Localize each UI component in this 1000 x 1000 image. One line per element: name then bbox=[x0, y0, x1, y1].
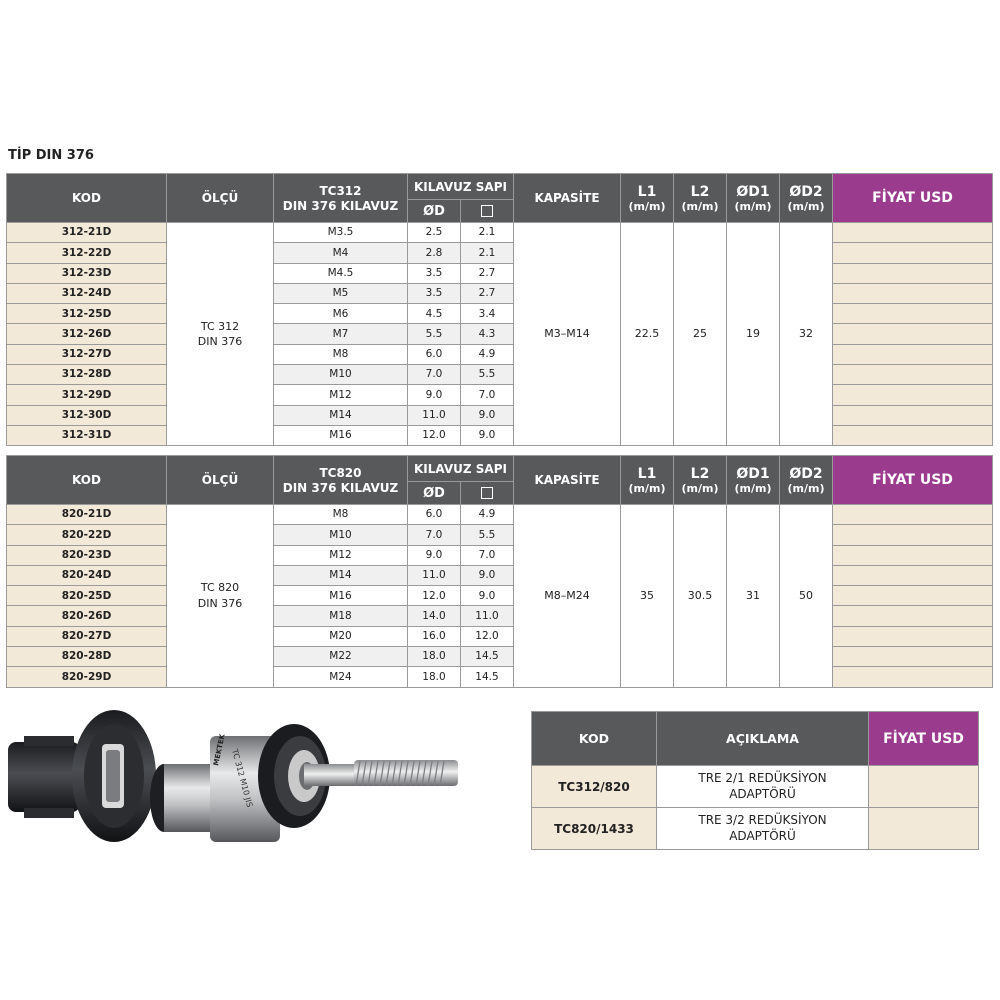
row-price bbox=[833, 405, 993, 425]
header-olcu: ÖLÇÜ bbox=[167, 456, 274, 505]
row-shank-sq: 2.1 bbox=[461, 243, 514, 263]
row-shank-d: 11.0 bbox=[408, 405, 461, 425]
row-shank-sq: 7.0 bbox=[461, 385, 514, 405]
row-shank-d: 11.0 bbox=[408, 565, 461, 585]
header-kapasite: KAPASİTE bbox=[514, 456, 621, 505]
header-shank: KILAVUZ SAPI bbox=[408, 174, 514, 200]
row-shank-d: 16.0 bbox=[408, 626, 461, 646]
l2-cell: 25 bbox=[674, 223, 727, 446]
table-row bbox=[7, 405, 993, 425]
row-kod: 312-27D bbox=[7, 344, 167, 364]
row-price bbox=[833, 626, 993, 646]
row-shank-d: 9.0 bbox=[408, 385, 461, 405]
row-size: M10 bbox=[274, 525, 408, 545]
row-shank-d: 5.5 bbox=[408, 324, 461, 344]
tc312-spec-table bbox=[6, 173, 993, 446]
row-kod: 820-22D bbox=[7, 525, 167, 545]
row-price bbox=[833, 243, 993, 263]
square-icon bbox=[481, 487, 493, 499]
row-price bbox=[833, 647, 993, 667]
row-shank-sq: 9.0 bbox=[461, 425, 514, 445]
row-price bbox=[833, 263, 993, 283]
header-shank: KILAVUZ SAPI bbox=[408, 456, 514, 482]
row-shank-d: 18.0 bbox=[408, 647, 461, 667]
adapter-kod: TC312/820 bbox=[532, 766, 657, 808]
table-row bbox=[7, 223, 993, 243]
row-shank-d: 6.0 bbox=[408, 505, 461, 525]
table-row bbox=[532, 766, 979, 808]
row-shank-sq: 2.7 bbox=[461, 283, 514, 303]
row-kod: 312-28D bbox=[7, 365, 167, 385]
holder-engraving: TC 312 M10 JIS bbox=[230, 748, 255, 809]
row-kod: 820-24D bbox=[7, 565, 167, 585]
row-shank-sq: 4.9 bbox=[461, 344, 514, 364]
adapter-desc: TRE 2/1 REDÜKSİYON ADAPTÖRÜ bbox=[657, 766, 869, 808]
table-row bbox=[7, 565, 993, 585]
row-size: M4.5 bbox=[274, 263, 408, 283]
row-size: M14 bbox=[274, 405, 408, 425]
unit-label: (m/m) bbox=[681, 199, 719, 213]
row-shank-sq: 9.0 bbox=[461, 565, 514, 585]
row-size: M16 bbox=[274, 425, 408, 445]
row-price bbox=[833, 324, 993, 344]
row-kod: 312-26D bbox=[7, 324, 167, 344]
row-price bbox=[833, 505, 993, 525]
table-row bbox=[7, 263, 993, 283]
row-size: M14 bbox=[274, 565, 408, 585]
row-price bbox=[833, 565, 993, 585]
row-shank-d: 12.0 bbox=[408, 425, 461, 445]
kapasite-cell: M3–M14 bbox=[514, 223, 621, 446]
unit-label: (m/m) bbox=[734, 199, 772, 213]
table-row bbox=[7, 505, 993, 525]
adapter-header-price: FİYAT USD bbox=[869, 712, 979, 766]
row-kod: 312-21D bbox=[7, 223, 167, 243]
olcu-cell: TC 312 DIN 376 bbox=[167, 223, 274, 446]
l2-cell: 30.5 bbox=[674, 505, 727, 688]
row-shank-d: 2.8 bbox=[408, 243, 461, 263]
header-d2: ØD2 (m/m) bbox=[780, 456, 833, 505]
header-kod: KOD bbox=[7, 174, 167, 223]
row-shank-sq: 4.9 bbox=[461, 505, 514, 525]
row-shank-d: 2.5 bbox=[408, 223, 461, 243]
header-shank-square bbox=[461, 482, 514, 505]
row-kod: 312-31D bbox=[7, 425, 167, 445]
d2-cell: 32 bbox=[780, 223, 833, 446]
row-kod: 820-23D bbox=[7, 545, 167, 565]
row-price bbox=[833, 283, 993, 303]
row-shank-d: 12.0 bbox=[408, 586, 461, 606]
unit-label: (m/m) bbox=[734, 481, 772, 495]
row-size: M22 bbox=[274, 647, 408, 667]
olcu-cell: TC 820 DIN 376 bbox=[167, 505, 274, 688]
row-size: M24 bbox=[274, 667, 408, 687]
table-row bbox=[7, 545, 993, 565]
product-photo bbox=[4, 706, 472, 848]
row-shank-sq: 14.5 bbox=[461, 647, 514, 667]
adapter-desc: TRE 3/2 REDÜKSİYON ADAPTÖRÜ bbox=[657, 808, 869, 850]
row-shank-d: 7.0 bbox=[408, 525, 461, 545]
tap-holder-with-tap-icon bbox=[150, 724, 458, 842]
page-title: TİP DIN 376 bbox=[8, 148, 94, 163]
table-row bbox=[7, 243, 993, 263]
table-row bbox=[7, 385, 993, 405]
row-size: M20 bbox=[274, 626, 408, 646]
row-price bbox=[833, 667, 993, 687]
table-row bbox=[7, 525, 993, 545]
table-row bbox=[7, 647, 993, 667]
row-size: M12 bbox=[274, 385, 408, 405]
table-row bbox=[7, 304, 993, 324]
header-kod: KOD bbox=[7, 456, 167, 505]
row-price bbox=[833, 545, 993, 565]
row-size: M3.5 bbox=[274, 223, 408, 243]
row-kod: 820-21D bbox=[7, 505, 167, 525]
row-size: M18 bbox=[274, 606, 408, 626]
header-l2: L2 (m/m) bbox=[674, 174, 727, 223]
row-size: M16 bbox=[274, 586, 408, 606]
row-size: M4 bbox=[274, 243, 408, 263]
brand-engraving: MEKTEK bbox=[212, 733, 227, 767]
adapter-kod: TC820/1433 bbox=[532, 808, 657, 850]
row-shank-sq: 2.7 bbox=[461, 263, 514, 283]
header-holder: TC820 DIN 376 KILAVUZ bbox=[274, 456, 408, 505]
row-shank-sq: 2.1 bbox=[461, 223, 514, 243]
header-d1: ØD1 (m/m) bbox=[727, 174, 780, 223]
header-d1: ØD1 (m/m) bbox=[727, 456, 780, 505]
row-price bbox=[833, 586, 993, 606]
row-kod: 312-24D bbox=[7, 283, 167, 303]
row-shank-sq: 12.0 bbox=[461, 626, 514, 646]
l1-cell: 22.5 bbox=[621, 223, 674, 446]
row-kod: 312-29D bbox=[7, 385, 167, 405]
table-row bbox=[7, 365, 993, 385]
row-size: M5 bbox=[274, 283, 408, 303]
table-row bbox=[7, 626, 993, 646]
row-price bbox=[833, 606, 993, 626]
row-size: M10 bbox=[274, 365, 408, 385]
row-shank-sq: 4.3 bbox=[461, 324, 514, 344]
header-olcu: ÖLÇÜ bbox=[167, 174, 274, 223]
unit-label: (m/m) bbox=[787, 481, 825, 495]
row-shank-sq: 11.0 bbox=[461, 606, 514, 626]
header-price: FİYAT USD bbox=[833, 174, 993, 223]
row-price bbox=[833, 304, 993, 324]
row-shank-sq: 5.5 bbox=[461, 525, 514, 545]
unit-label: (m/m) bbox=[681, 481, 719, 495]
d2-cell: 50 bbox=[780, 505, 833, 688]
row-shank-d: 9.0 bbox=[408, 545, 461, 565]
table-row bbox=[7, 667, 993, 687]
header-shank-diameter: ØD bbox=[408, 200, 461, 223]
d1-cell: 19 bbox=[727, 223, 780, 446]
row-shank-sq: 5.5 bbox=[461, 365, 514, 385]
row-price bbox=[833, 425, 993, 445]
d1-cell: 31 bbox=[727, 505, 780, 688]
table-row bbox=[7, 425, 993, 445]
row-price bbox=[833, 223, 993, 243]
square-icon bbox=[481, 205, 493, 217]
adapter-price bbox=[869, 766, 979, 808]
table-row bbox=[7, 606, 993, 626]
row-shank-sq: 14.5 bbox=[461, 667, 514, 687]
unit-label: (m/m) bbox=[628, 481, 666, 495]
row-size: M12 bbox=[274, 545, 408, 565]
header-l2: L2 (m/m) bbox=[674, 456, 727, 505]
table-row bbox=[7, 283, 993, 303]
row-shank-sq: 3.4 bbox=[461, 304, 514, 324]
kapasite-cell: M8–M24 bbox=[514, 505, 621, 688]
row-shank-sq: 9.0 bbox=[461, 586, 514, 606]
row-shank-d: 3.5 bbox=[408, 283, 461, 303]
row-kod: 820-26D bbox=[7, 606, 167, 626]
row-size: M6 bbox=[274, 304, 408, 324]
row-price bbox=[833, 525, 993, 545]
unit-label: (m/m) bbox=[628, 199, 666, 213]
row-price bbox=[833, 385, 993, 405]
header-shank-diameter: ØD bbox=[408, 482, 461, 505]
l1-cell: 35 bbox=[621, 505, 674, 688]
tc820-spec-table bbox=[6, 455, 993, 688]
table-row bbox=[532, 808, 979, 850]
header-d2: ØD2 (m/m) bbox=[780, 174, 833, 223]
row-shank-sq: 7.0 bbox=[461, 545, 514, 565]
header-shank-square bbox=[461, 200, 514, 223]
row-kod: 312-30D bbox=[7, 405, 167, 425]
row-size: M8 bbox=[274, 505, 408, 525]
row-shank-d: 7.0 bbox=[408, 365, 461, 385]
row-shank-d: 4.5 bbox=[408, 304, 461, 324]
adapter-table bbox=[531, 711, 979, 850]
row-size: M8 bbox=[274, 344, 408, 364]
row-size: M7 bbox=[274, 324, 408, 344]
row-kod: 820-27D bbox=[7, 626, 167, 646]
header-kapasite: KAPASİTE bbox=[514, 174, 621, 223]
row-kod: 820-28D bbox=[7, 647, 167, 667]
row-shank-d: 3.5 bbox=[408, 263, 461, 283]
header-price: FİYAT USD bbox=[833, 456, 993, 505]
row-price bbox=[833, 344, 993, 364]
row-price bbox=[833, 365, 993, 385]
quick-change-adapter-icon bbox=[8, 710, 156, 842]
header-holder: TC312 DIN 376 KILAVUZ bbox=[274, 174, 408, 223]
adapter-header-desc: AÇIKLAMA bbox=[657, 712, 869, 766]
row-shank-d: 18.0 bbox=[408, 667, 461, 687]
table-row bbox=[7, 344, 993, 364]
header-l1: L1 (m/m) bbox=[621, 174, 674, 223]
table-row bbox=[7, 586, 993, 606]
unit-label: (m/m) bbox=[787, 199, 825, 213]
row-kod: 312-22D bbox=[7, 243, 167, 263]
row-shank-sq: 9.0 bbox=[461, 405, 514, 425]
row-shank-d: 14.0 bbox=[408, 606, 461, 626]
header-l1: L1 (m/m) bbox=[621, 456, 674, 505]
adapter-price bbox=[869, 808, 979, 850]
row-kod: 312-25D bbox=[7, 304, 167, 324]
table-row bbox=[7, 324, 993, 344]
row-kod: 820-29D bbox=[7, 667, 167, 687]
row-kod: 820-25D bbox=[7, 586, 167, 606]
row-kod: 312-23D bbox=[7, 263, 167, 283]
row-shank-d: 6.0 bbox=[408, 344, 461, 364]
adapter-header-kod: KOD bbox=[532, 712, 657, 766]
